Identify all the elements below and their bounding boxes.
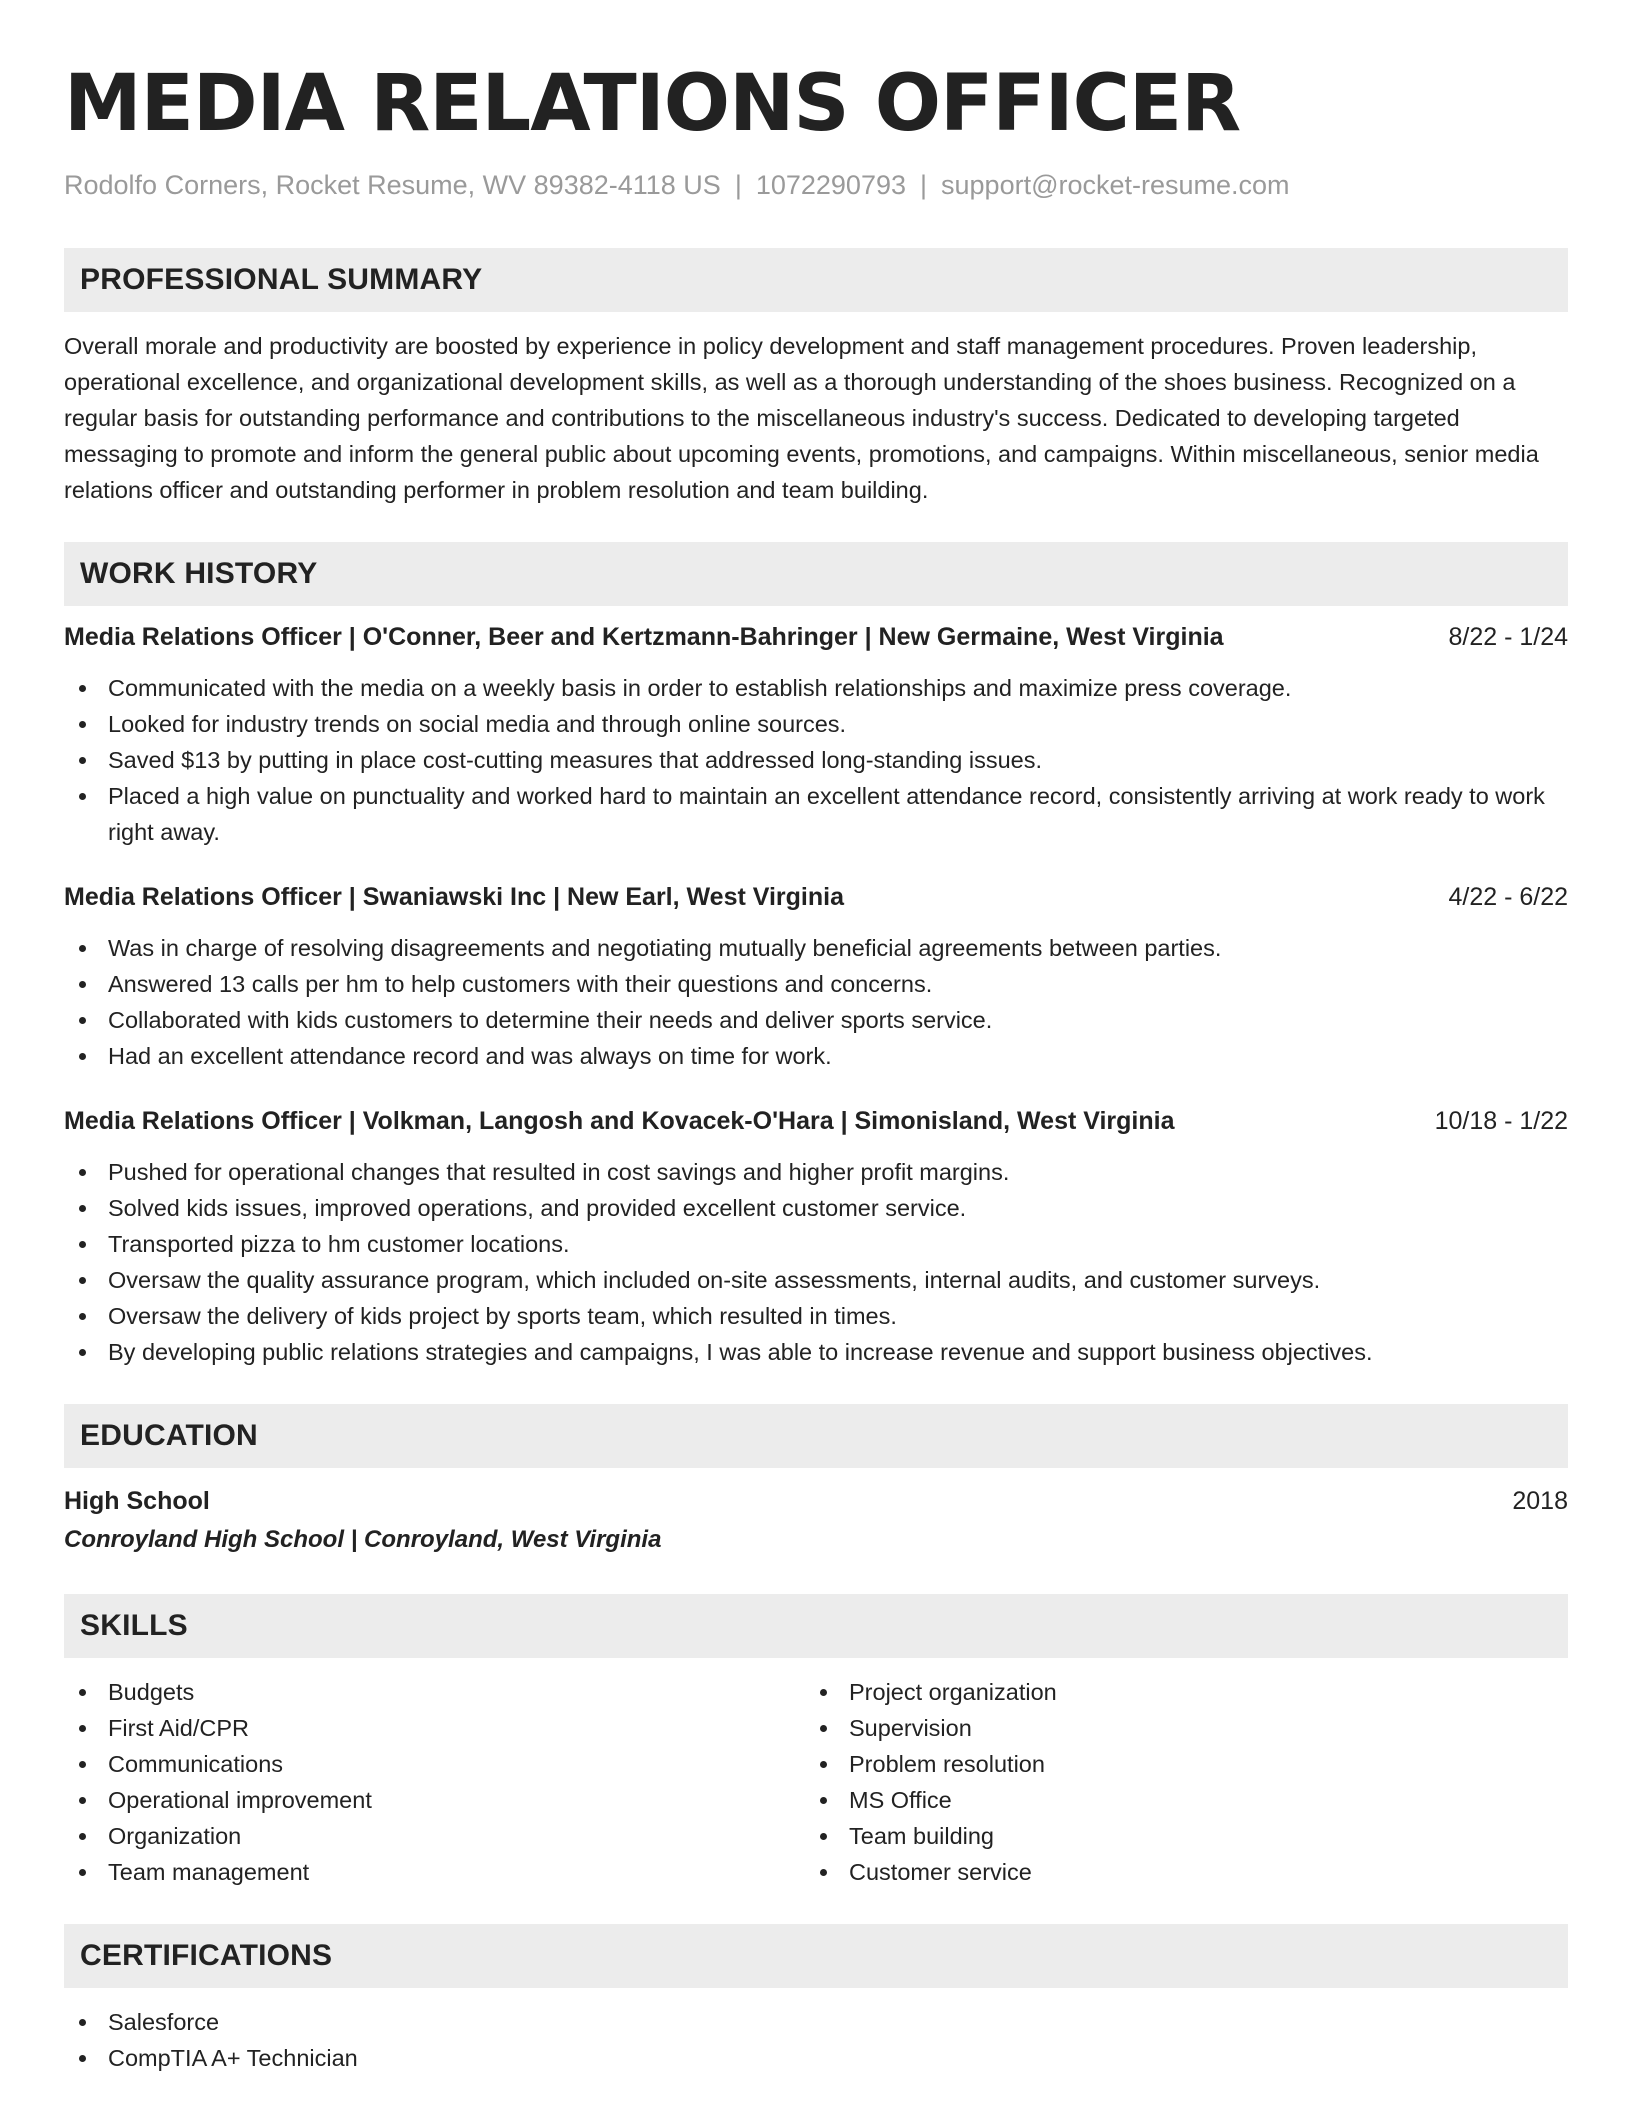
contact-line [64,168,1568,202]
job-dates: 8/22 - 1/24 [1448,623,1568,651]
job-bullet: Looked for industry trends on social media and through online sources. [64,706,1568,742]
skills-column-left [64,1674,805,1890]
job-bullets [64,1154,1568,1370]
summary-text: Overall morale and productivity are boosted by experience in policy development and staff management procedures. Proven leadership, operational excellence, and organizational development skills, as well as a thorough understanding of the shoes business. Recognized on a regular basis for outstanding performance and contributions to the miscellaneous industry's success. Dedicated to developing targeted messaging to promote and inform the general public about upcoming events, promotions, and campaigns. Within miscellaneous, senior media relations officer and outstanding performer in problem resolution and team building. [64,333,1539,503]
job-bullets [64,930,1568,1074]
job-bullet: Placed a high value on punctuality and worked hard to maintain an excellent attendance record, consistently arriving at work ready to work right away. [64,778,1568,850]
job-bullet: Pushed for operational changes that resulted in cost savings and higher profit margins. [64,1154,1568,1190]
job-bullet: Collaborated with kids customers to determine their needs and deliver sports service. [64,1002,1568,1038]
job-bullet: Saved $13 by putting in place cost-cutting measures that addressed long-standing issues. [64,742,1568,778]
section-heading-certifications: CERTIFICATIONS [64,1924,1568,1988]
job-bullet: Had an excellent attendance record and was always on time for work. [64,1038,1568,1074]
skill-item: Supervision [805,1710,1546,1746]
job-bullet: Communicated with the media on a weekly basis in order to establish relationships and maximize press coverage. [64,670,1568,706]
skill-item: Project organization [805,1674,1546,1710]
job-bullets [64,670,1568,850]
skill-item: Organization [64,1818,805,1854]
job-title: Media Relations Officer | Swaniawski Inc | New Earl, West Virginia [64,883,844,911]
skill-item: Problem resolution [805,1746,1546,1782]
job-bullet: Solved kids issues, improved operations, and provided excellent customer service. [64,1190,1568,1226]
job-entry [64,620,1568,850]
skills-column-right [805,1674,1546,1890]
job-dates: 4/22 - 6/22 [1448,883,1568,911]
certification-item: Salesforce [64,2004,1568,2040]
section-heading-education: EDUCATION [64,1404,1568,1468]
education-school: Conroyland High School | Conroyland, West Virginia [64,1526,662,1553]
certifications-list [64,2004,1568,2076]
job-title: Media Relations Officer | Volkman, Langosh and Kovacek-O'Hara | Simonisland, West Virginia [64,1107,1175,1135]
education-entry [64,1484,1568,1558]
skill-item: MS Office [805,1782,1546,1818]
section-heading-summary: PROFESSIONAL SUMMARY [64,248,1568,312]
job-bullet: Transported pizza to hm customer locations. [64,1226,1568,1262]
education-degree: High School [64,1487,210,1515]
skill-item: First Aid/CPR [64,1710,805,1746]
contact-phone: 1072290793 [755,170,906,200]
job-bullet: Oversaw the delivery of kids project by sports team, which resulted in times. [64,1298,1568,1334]
job-bullet: Was in charge of resolving disagreements and negotiating mutually beneficial agreements between parties. [64,930,1568,966]
resume-title: MEDIA RELATIONS OFFICER [64,59,1241,149]
skill-item: Team management [64,1854,805,1890]
job-bullet: Oversaw the quality assurance program, which included on-site assessments, internal audits, and customer surveys. [64,1262,1568,1298]
contact-separator: | [734,170,742,200]
section-heading-work-history: WORK HISTORY [64,542,1568,606]
job-entry [64,1104,1568,1370]
job-entry [64,880,1568,1074]
skill-item: Customer service [805,1854,1546,1890]
job-bullet: By developing public relations strategies and campaigns, I was able to increase revenue and support business objectives. [64,1334,1568,1370]
contact-email: support@rocket-resume.com [941,170,1290,200]
job-title: Media Relations Officer | O'Conner, Beer and Kertzmann-Bahringer | New Germaine, West Virginia [64,623,1224,651]
skill-item: Budgets [64,1674,805,1710]
skill-item: Team building [805,1818,1546,1854]
contact-separator: | [920,170,928,200]
job-dates: 10/18 - 1/22 [1434,1107,1568,1135]
education-year: 2018 [1512,1487,1568,1515]
contact-address: Rodolfo Corners, Rocket Resume, WV 89382-4118 US [64,170,721,200]
section-heading-skills: SKILLS [64,1594,1568,1658]
certification-item: CompTIA A+ Technician [64,2040,1568,2076]
skill-item: Communications [64,1746,805,1782]
skill-item: Operational improvement [64,1782,805,1818]
skills-grid [64,1674,1568,1890]
job-bullet: Answered 13 calls per hm to help customers with their questions and concerns. [64,966,1568,1002]
